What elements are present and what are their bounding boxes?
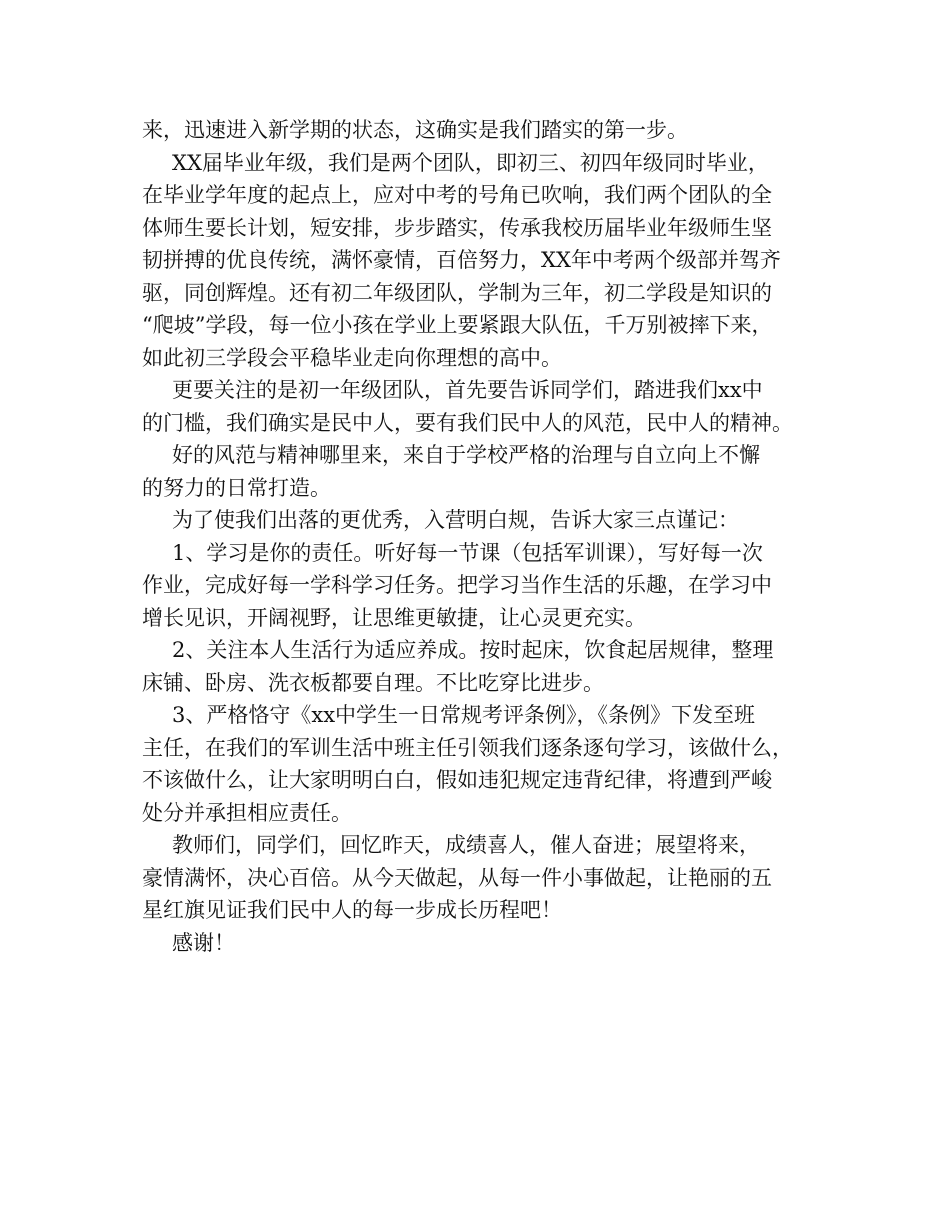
- text-line: 主任，在我们的军训生活中班主任引领我们逐条逐句学习，该做什么，: [142, 735, 793, 760]
- text-line: 的努力的日常打造。: [142, 475, 331, 500]
- text-line: 好的风范与精神哪里来，来自于学校严格的治理与自立向上不懈: [172, 443, 760, 467]
- text-line: 如此初三学段会平稳毕业走向你理想的高中。: [142, 345, 562, 370]
- text-line: 来，迅速进入新学期的状态，这确实是我们踏实的第一步。: [142, 118, 688, 142]
- text-line: 为了使我们出落的更优秀，入营明白规，告诉大家三点谨记：: [172, 508, 739, 532]
- text-line: “爬坡”学段，每一位小孩在学业上要紧跟大队伍，千万别被摔下来，: [142, 313, 773, 337]
- text-line: 更要关注的是初一年级团队，首先要告诉同学们，踏进我们xx中: [172, 378, 763, 402]
- text-line: 教师们，同学们，回忆昨天，成绩喜人，催人奋进；展望将来，: [172, 833, 760, 857]
- text-line: 韧拼搏的优良传统，满怀豪情，百倍努力，XX年中考两个级部并驾齐: [142, 248, 781, 272]
- text-line: 的门槛，我们确实是民中人，要有我们民中人的风范，民中人的精神。: [142, 410, 793, 435]
- text-line: XX届毕业年级，我们是两个团队，即初三、初四年级同时毕业，: [172, 150, 769, 175]
- text-line: 增长见识，开阔视野，让思维更敏捷，让心灵更充实。: [142, 605, 646, 630]
- text-line: 感谢！: [172, 930, 235, 955]
- text-line: 1、学习是你的责任。听好每一节课（包括军训课），写好每一次: [172, 540, 763, 565]
- text-line: 豪情满怀，决心百倍。从今天做起，从每一件小事做起，让艳丽的五: [142, 865, 772, 890]
- text-line: 不该做什么，让大家明明白白，假如违犯规定违背纪律，将遭到严峻: [142, 768, 772, 792]
- text-line: 处分并承担相应责任。: [142, 800, 352, 825]
- text-line: 作业，完成好每一学科学习任务。把学习当作生活的乐趣，在学习中: [142, 573, 772, 597]
- document-body: [142, 114, 822, 959]
- text-line: 驱，同创辉煌。还有初二年级团队，学制为三年，初二学段是知识的: [142, 280, 772, 305]
- text-line: 3、严格恪守《xx中学生一日常规考评条例》，《条例》下发至班: [172, 703, 756, 727]
- text-line: 床铺、卧房、洗衣板都要自理。不比吃穿比进步。: [142, 670, 604, 695]
- text-line: 体师生要长计划，短安排，步步踏实，传承我校历届毕业年级师生坚: [142, 215, 772, 240]
- text-line: 星红旗见证我们民中人的每一步成长历程吧！: [142, 898, 562, 922]
- text-line: 在毕业学年度的起点上，应对中考的号角已吹响，我们两个团队的全: [142, 183, 772, 207]
- text-line: 2、关注本人生活行为适应养成。按时起床，饮食起居规律，整理: [172, 638, 774, 662]
